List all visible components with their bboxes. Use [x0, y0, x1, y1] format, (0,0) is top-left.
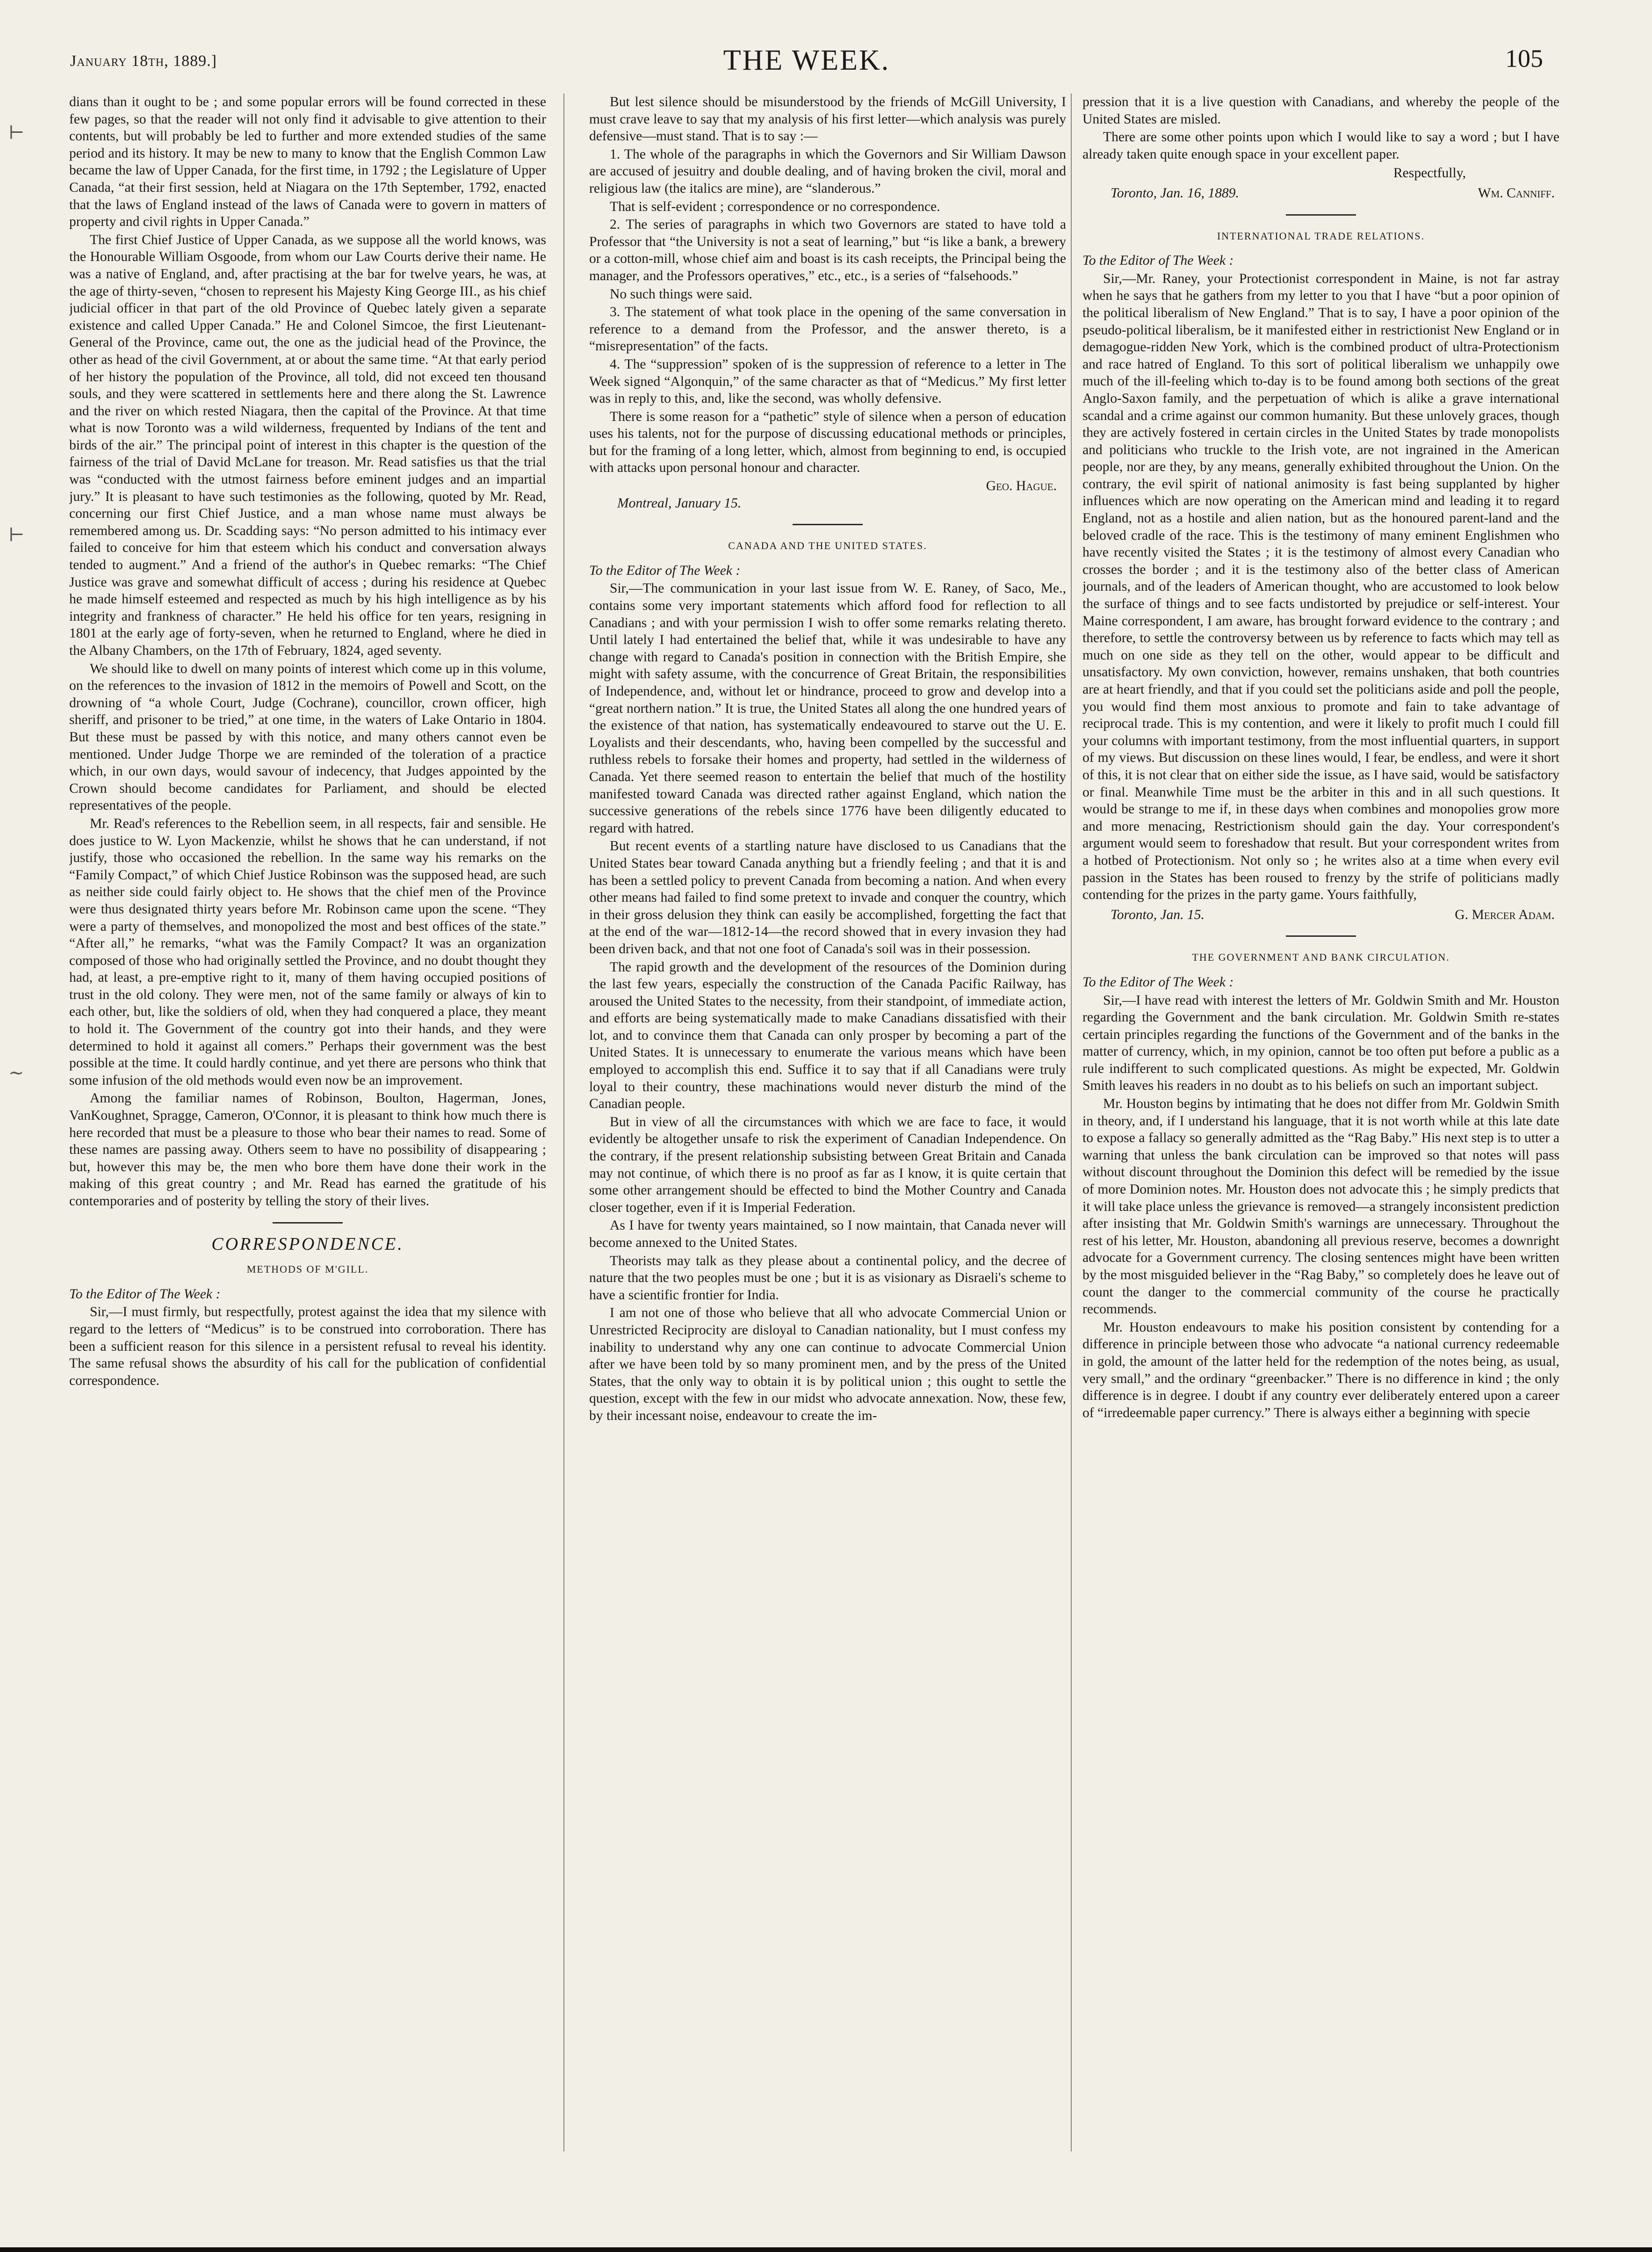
article-heading: INTERNATIONAL TRADE RELATIONS.	[1217, 230, 1425, 242]
signature-line	[1082, 906, 1559, 924]
paragraph: But recent events of a startling nature have disclosed to us Canadians that the United States bear toward Canada anything but a friendly feeling ; and that it is and has been a settled policy to prevent Canada from becoming a nation. And when every other means had failed to find some pretext to invade and conquer the country, which in their gross delusion they think can easily be accomplished, forgetting the fact that at the end of the war—1812-14—the record showed that in every invasion they had been driven back, and that not one foot of Canada's soil was in their possession.	[589, 839, 1066, 956]
paragraph: There is some reason for a “pathetic” style of silence when a person of education uses his talents, not for the purpose of discussing educational methods or principles, but for the framing of a long letter, which, almost from beginning to end, is occupied with attacks upon personal honour and character.	[589, 409, 1066, 476]
paragraph: There are some other points upon which I would like to say a word ; but I have already taken quite enough space in your excellent paper.	[1082, 130, 1559, 162]
paragraph: 1. The whole of the paragraphs in which the Governors and Sir William Dawson are accused of jesuitry and double dealing, and of having broken the civil, moral and religious law (the italics are mine), are “slanderous.”	[589, 146, 1066, 196]
paragraph: dians than it ought to be ; and some popular errors will be found corrected in these few pages, so that the reader will not only find it advisable to give attention to their contents, but will probably be led to further and more extended studies of the same period and its history. It may be new to many to know that the English Common Law became the law of Upper Canada, for the first time, in 1792 ; the Legislature of Upper Canada, “at their first session, held at Niagara on the 17th September, 1792, enacted that the laws of England instead of the laws of Canada were to govern in matters of property and civil rights in Upper Canada.”	[69, 94, 546, 230]
column-3	[1082, 94, 1559, 2156]
column-1	[69, 94, 546, 2156]
paragraph: That is self-evident ; correspondence or no correspondence.	[610, 199, 940, 214]
paragraph: Mr. Read's references to the Rebellion seem, in all respects, fair and sensible. He does justice to W. Lyon Mackenzie, whilst he shows that he can understand, if not justify, those who occasioned the rebellion. In the same way his remarks on the “Family Compact,” of which Chief Justice Robinson was the supposed head, are such as neither side could fairly object to. He shows that the chief men of the Province were thus designated thirty years before Mr. Robinson came upon the scene. “They were a party of themselves, and monopolized the most and best offices of the state.” “After all,” he remarks, “what was the Family Compact? It was an organization composed of those who had originally settled the Province, and no doubt thought they had, at least, a pre-emptive right to it, many of them having occupied positions of trust in the old colony. They were men, not of the same family or always of kin to each other, but, like the soldiers of old, when they had conquered a place, they meant to hold it. The Government of the country got into their hands, and they were determined to hold it against all comers.” Perhaps their government was the best possible at the time. It could hardly continue, and yet there are persons who think that some infusion of the old methods would even now be an improvement.	[69, 816, 546, 1088]
section-divider	[273, 1222, 343, 1224]
section-divider	[1286, 935, 1356, 937]
signature-line	[1082, 185, 1559, 202]
article-heading: CANADA AND THE UNITED STATES.	[728, 540, 927, 552]
signature: Wm. Canniff.	[1478, 185, 1555, 201]
paragraph: Theorists may talk as they please about a continental policy, and the decree of nature that the two peoples must be one ; but it is as visionary as Disraeli's scheme to have a scientific frontier for India.	[589, 1253, 1066, 1303]
margin-mark: ∼	[8, 1062, 24, 1083]
paragraph: pression that it is a live question with Canadians, and whereby the people of the United States are misled.	[1082, 94, 1559, 127]
paragraph: I am not one of those who believe that all who advocate Commercial Union or Unrestricted Reciprocity are disloyal to Canadian nationality, but I must confess my inability to understand why any one can continue to advocate Commercial Union after we have been told by so many prominent men, and by the press of the United States, that the only way to obtain it is by political union ; this ought to settle the question, except with the few in our midst who advocate annexation. Now, these few, by their incessant noise, endeavour to create the im-	[589, 1305, 1066, 1423]
masthead	[70, 39, 1543, 77]
paragraph: The rapid growth and the development of the resources of the Dominion during the last few years, especially the construction of the Canada Pacific Railway, has aroused the United States to the necessity, from their standpoint, of immediate action, and efforts are being systematically made to make Canadians dissatisfied with their lot, and to convince them that Canada can only prosper by becoming a part of the United States. It is unnecessary to enumerate the various means which have been employed to accomplish this end. Suffice it to say that if all Canadians were truly loyal to their country, these machinations would never disturb the mind of the Canadian people.	[589, 959, 1066, 1112]
signature: Geo. Hague.	[986, 478, 1057, 494]
article-heading: THE GOVERNMENT AND BANK CIRCULATION.	[1192, 951, 1450, 963]
column-2	[589, 94, 1066, 2156]
paragraph: But lest silence should be misunderstood by the friends of McGill University, I must crave leave to say that my analysis of his first letter—which analysis was purely defensive—must stand. That is to say :—	[589, 94, 1066, 144]
salutation: To the Editor of The Week :	[1082, 974, 1234, 990]
signature: G. Mercer Adam.	[1455, 907, 1555, 922]
article-heading: METHODS OF M'GILL.	[246, 1263, 369, 1275]
column-divider	[1071, 94, 1072, 2151]
correspondence-heading: CORRESPONDENCE.	[211, 1234, 404, 1254]
paragraph: Among the familiar names of Robinson, Boulton, Hagerman, Jones, VanKoughnet, Spragge, Cameron, O'Connor, it is pleasant to think how much there is here recorded that must be a pleasure to those who bear their names to read. Some of these names are passing away. Others seem to have no possibility of disappearing ; but, however this may be, the men who bore them have done their work in the making of this great country ; and Mr. Read has earned the gratitude of his contemporaries and of posterity by telling the story of their lives.	[69, 1091, 546, 1209]
paragraph: We should like to dwell on many points of interest which come up in this volume, on the references to the invasion of 1812 in the memoirs of Powell and Scott, on the drowning of “a whole Court, Judge (Cochrane), councillor, crown officer, high sheriff, and prisoner to be tried,” at one time, in the waters of Lake Ontario in 1804. But these must be passed by with this notice, and many others cannot even be mentioned. Under Judge Thorpe we are reminded of the toleration of a practice which, in our own days, would savour of indecency, that Judges appointed by the Crown should become candidates for Parliament, and should be elected representatives of the people.	[69, 661, 546, 813]
paragraph: 3. The statement of what took place in the opening of the same conversation in reference to a demand from the Professor, and the answer thereto, is a “misrepresentation” of the facts.	[589, 304, 1066, 354]
margin-mark: ⊢	[8, 524, 25, 545]
paragraph: Sir,—The communication in your last issue from W. E. Raney, of Saco, Me., contains some very important statements which afford food for reflection to all Canadians ; and with your permission I wish to offer some remarks relating thereto. Until lately I had entertained the belief that, while it was undesirable to have any change with regard to Canada's position in connection with the British Empire, she might with safety assume, with the concurrence of Great Britain, the responsibilities of Independence, and, without let or hindrance, proceed to grow and develop into a “great northern nation.” It is true, the United States all along the one hundred years of the existence of that nation, has systematically endeavoured to starve out the U. E. Loyalists and their descendants, who, having been compelled by the successful and ruthless rebels to forsake their homes and property, had settled in the wilderness of Canada. Yet there seemed reason to entertain the belief that much of the hostility manifested toward Canada was directed rather against England, which nation the successive generations of the rebels since 1776 have been diligently educated to regard with hatred.	[589, 581, 1066, 836]
paragraph: Sir,—I have read with interest the letters of Mr. Goldwin Smith and Mr. Houston regarding the Government and the bank circulation. Mr. Goldwin Smith re-states certain principles regarding the functions of the Government and of the banks in the matter of currency, which, in my opinion, cannot be too often put before a public as a rule indifferent to such complicated questions. As might be expected, Mr. Goldwin Smith leaves his readers in no doubt as to his beliefs on such an important subject.	[1082, 992, 1559, 1093]
paragraph: But in view of all the circumstances with which we are face to face, it would evidently be altogether unsafe to risk the experiment of Canadian Independence. On the contrary, if the present relationship subsisting between Great Britain and Canada may not continue, of which there is no proof as far as I know, it is quite certain that some other arrangement should be effected to bind the Mother Country and Canada closer together, even if it is Imperial Federation.	[589, 1114, 1066, 1215]
signature-place: Toronto, Jan. 16, 1889.	[1111, 185, 1239, 201]
paragraph: Sir,—I must firmly, but respectfully, protest against the idea that my silence with regard to the letters of “Medicus” is to be construed into corroboration. There has been a sufficient reason for this silence in a persistent refusal to reveal his identity. The same refusal shows the absurdity of his call for the publication of confidential correspondence.	[69, 1304, 546, 1388]
paragraph: Mr. Houston begins by intimating that he does not differ from Mr. Goldwin Smith in theory, and, if I understand his language, that it is not worth while at this late date to expose a fallacy so generally admitted as the “Rag Baby.” His next step is to utter a warning that unless the bank circulation can be improved so that notes will pass without discount throughout the Dominion this defect will be remedied by the issue of more Dominion notes. Mr. Houston does not advocate this ; he simply predicts that it will take place unless the grievance is removed—a strangely inconsistent prediction after insisting that Mr. Goldwin Smith's warnings are unnecessary. Throughout the rest of his letter, Mr. Houston, abandoning all previous reserve, becomes a downright advocate for a Government currency. The closing sentences might have been written by the most misguided believer in the “Rag Baby,” so completely does he leave out of count the danger to the commercial community of the course he practically recommends.	[1082, 1096, 1559, 1317]
paragraph: No such things were said.	[610, 286, 752, 302]
signature-place: Montreal, January 15.	[617, 495, 742, 511]
page-number: 105	[1505, 44, 1543, 72]
section-divider	[1286, 214, 1356, 216]
salutation: To the Editor of The Week :	[1082, 253, 1234, 268]
margin-mark: ⊢	[8, 122, 25, 143]
paragraph: Sir,—Mr. Raney, your Protectionist correspondent in Maine, is not far astray when he says that he gathers from my letter to you that I have “but a poor opinion of the political liberalism of New England.” That is to say, I have a poor opinion of the pseudo-political liberalism, be it manifested either in restrictionist New England or in demagogue-ridden New York, which is the combined product of ultra-Protectionism and race hatred of England. To this sort of political liberalism we unhappily owe much of the ill-feeling which to-day is to be found among both sections of the great Anglo-Saxon family, and the perpetuation of which is alike a grave international scandal and a crime against our common humanity. But these unlovely graces, though they are actively fostered in certain circles in the United States by trade monopolists and politicians who truckle to the Irish vote, are not ingrained in the American people, nor are they, by any means, generally exhibited throughout the Union. On the contrary, the evil spirit of national animosity is fast being supplanted by higher influences which are now operating on the American mind and leading it to regard England, not as a hostile and alien nation, but as the honoured parent-land and the beloved cradle of the race. This is the testimony of many eminent Englishmen who have recently visited the States ; it is the testimony of almost every Canadian who crosses the border ; and it is the testimony also of the better class of American journals, and of the leaders of American thought, who are accustomed to look below the surface of things and to see facts undistorted by prejudice or self-interest. Your Maine correspondent, I am aware, has brought forward evidence to the contrary ; and therefore, to settle the controversy between us by reference to facts which may tell as much on one side as they tell on the other, would appear to be difficult and unsatisfactory. My own conviction, however, remains unshaken, that both countries are at heart friendly, and that if you could set the politicians aside and poll the people, you would find them most anxious to promote and fain to take advantage of reciprocal trade. This is my contention, and were it likely to profit much I could fill your columns with important testimony, from the most influential quarters, in support of my views. But discussion on these lines would, I fear, be endless, and were it short of this, it is not clear that on either side the issue, as I have said, would be satisfactory or final. Meanwhile Time must be the arbiter in this and in all such questions. It would be strange to me if, in these days when combines and monopolies grow more and more menacing, Restrictionism should gain the day. Your correspondent's argument would seem to foreshadow that result. But your correspondent writes from a hotbed of Protectionism. Not only so ; he writes also at a time when every evil passion in the States has been roused to frenzy by the strife of politicians madly contending for the prizes in the party game. Yours faithfully,	[1082, 271, 1559, 903]
issue-date: January 18th, 1889.]	[70, 52, 217, 70]
paragraph: The first Chief Justice of Upper Canada, as we suppose all the world knows, was the Honourable William Osgoode, from whom our Law Courts derive their name. He was a native of England, and, after practising at the bar for twelve years, he was, at the age of thirty-seven, “chosen to represent his Majesty King George III., as his chief judicial officer in that part of the old Province of Quebec lately given a separate existence and called Upper Canada.” He and Colonel Simcoe, the first Lieutenant-General of the Province, came out, the one as the judicial head of the Province, the other as head of the civil Government, at or about the same time. “At that early period of her history the population of the Province, all told, did not exceed ten thousand souls, and they were scattered in settlements here and there along the St. Lawrence and the river on which rested Niagara, then the capital of the Province. At that time what is now Toronto was a wild wilderness, frequented by Indians of the tent and birds of the air.” The principal point of interest in this chapter is the question of the fairness of the trial of David McLane for treason. Mr. Read satisfies us that the trial was “conducted with the utmost fairness before eminent judges and an impartial jury.” It is pleasant to have such testimonies as the following, quoted by Mr. Read, concerning our first Chief Justice, and a man whose name must always be remembered among us. Dr. Scadding says: “No person admitted to his intimacy ever failed to conceive for him that esteem which his conduct and conversation always tended to augment.” And a friend of the author's in Quebec remarks: “The Chief Justice was grave and somewhat difficult of access ; during his residence at Quebec he made himself esteemed and respected as much by his high intelligence as by his integrity and frankness of character.” He held his office for ten years, resigning in 1801 at the early age of forty-seven, when he returned to England, where he died in the Albany Chambers, on the 17th of February, 1824, aged seventy.	[69, 232, 546, 658]
section-divider	[793, 524, 863, 525]
paragraph: Mr. Houston endeavours to make his position consistent by contending for a difference in principle between those who advocate “a national currency redeemable in gold, the amount of the latter held for the redemption of the notes being, as usual, very small,” and the ordinary “greenbacker.” There is no difference in kind ; the only difference is in degree. I doubt if any country ever deliberately entered upon a career of “irredeemable paper currency.” There is always either a beginning with specie	[1082, 1319, 1559, 1420]
scan-edge	[0, 2247, 1652, 2252]
paragraph: As I have for twenty years maintained, so I now maintain, that Canada never will become annexed to the United States.	[589, 1218, 1066, 1250]
column-divider	[563, 94, 564, 2151]
salutation: To the Editor of The Week :	[589, 563, 741, 578]
paragraph: 4. The “suppression” spoken of is the suppression of reference to a letter in The Week signed “Algonquin,” of the same character as that of “Medicus.” My first letter was in reply to this, and, like the second, was wholly defensive.	[589, 356, 1066, 406]
publication-title: THE WEEK.	[723, 44, 890, 76]
closing: Respectfully,	[1393, 166, 1466, 181]
signature-place: Toronto, Jan. 15.	[1111, 907, 1205, 922]
paragraph: 2. The series of paragraphs in which two Governors are stated to have told a Professor that “the University is not a seat of learning,” but “is like a bank, a brewery or a cotton-mill, whose chief aim and boast is its cash receipts, the Principal being the manager, and the Professors operatives,” etc., etc., is a series of “falsehoods.”	[589, 217, 1066, 283]
salutation: To the Editor of The Week :	[69, 1286, 221, 1302]
